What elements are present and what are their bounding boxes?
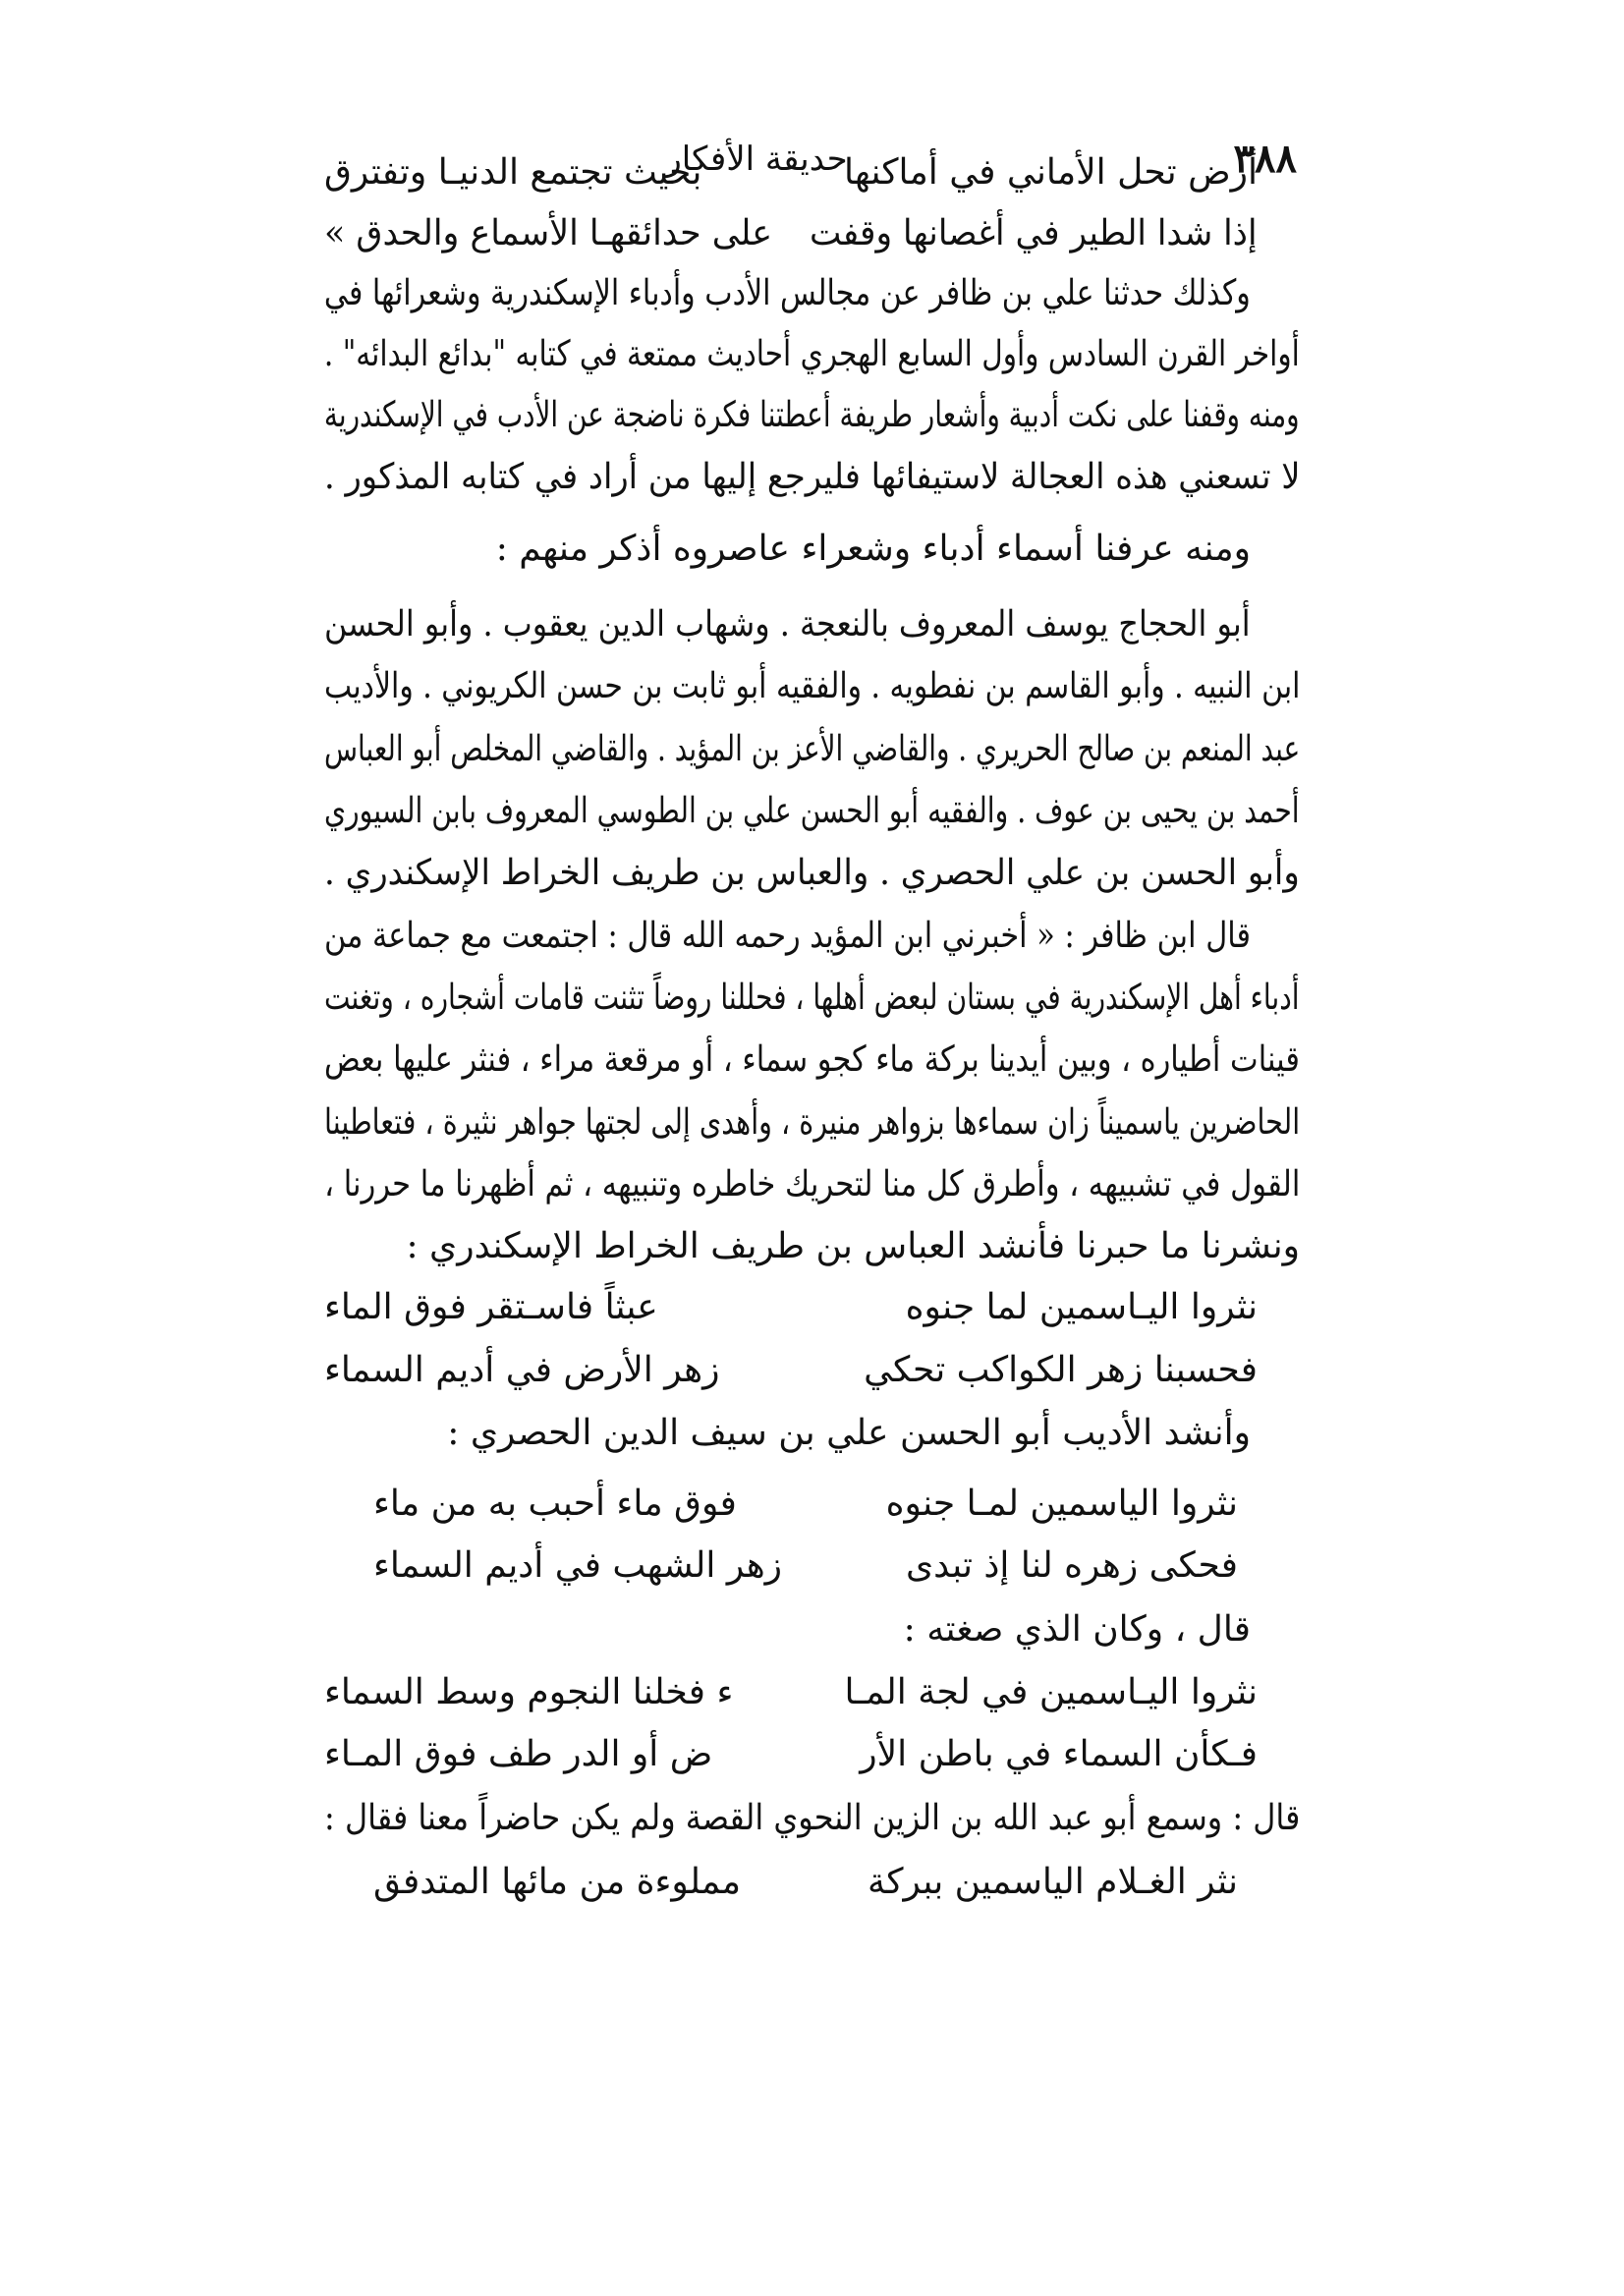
paragraph-line: أواخر القرن السادس وأول السابع الهجري أحاديث ممتعة في كتابه "بدائع البدائه" . — [324, 334, 1300, 374]
paragraph-line: القول في تشبيهه ، وأطرق كل منا لتحريك خاطره وتنبيهه ، ثم أظهرنا ما حررنا ، — [323, 1164, 1300, 1204]
verse-line — [324, 1340, 1258, 1401]
verse-hemistich-first: نثروا اليـاسمين في لجة المـا — [844, 1672, 1258, 1712]
verse-hemistich-first: نثروا الياسمين لمـا جنوه — [885, 1484, 1238, 1524]
verse-line — [373, 1536, 1238, 1596]
verse-hemistich-second: زهر الأرض في أديم السماء — [324, 1350, 720, 1390]
verse-hemistich-first: فحكى زهره لنا إذ تبدى — [906, 1545, 1238, 1586]
verse-hemistich-second: ء فخلنا النجوم وسط السماء — [324, 1672, 734, 1712]
paragraph-line: أبو الحجاج يوسف المعروف بالنعجة . وشهاب الدين يعقوب . وأبو الحسن — [324, 604, 1251, 644]
verse-line — [373, 1474, 1238, 1535]
verse-hemistich-first: أرض تحل الأماني في أماكنها — [843, 152, 1258, 193]
paragraph-line: الحاضرين ياسميناً زان سماءها بزواهر منيرة ، وأهدى إلى لجتها جواهر نثيرة ، فتعاطينا — [323, 1102, 1300, 1143]
verse-line — [324, 203, 1258, 264]
paragraph-line: أدباء أهل الإسكندرية في بستان لبعض أهلها ، فحللنا روضاً تثنت قامات أشجاره ، وتغنت — [324, 978, 1300, 1018]
paragraph-line: ابن النبيه . وأبو القاسم بن نفطويه . والفقيه أبو ثابت بن حسن الكريوني . والأديب — [323, 666, 1300, 706]
verse-line — [373, 1852, 1238, 1913]
verse-hemistich-second: ض أو الدر طف فوق المـاء — [324, 1734, 713, 1774]
paragraph-line: ونشرنا ما حبرنا فأنشد العباس بن طريف الخراط الإسكندري : — [406, 1226, 1300, 1266]
verse-hemistich-second: مملوءة من مائها المتدفق — [373, 1862, 742, 1902]
verse-line — [324, 142, 1258, 203]
verse-line — [324, 1724, 1258, 1785]
verse-hemistich-first: فحسبنا زهر الكواكب تحكي — [864, 1350, 1258, 1390]
running-title: حديقة الأفكار — [665, 140, 848, 179]
verse-hemistich-second: عبثاً فاسـتقر فوق الماء — [324, 1287, 658, 1327]
verse-line — [324, 1277, 1258, 1338]
verse-hemistich-first: إذا شدا الطير في أغصانها وقفت — [810, 213, 1258, 253]
paragraph-line: وأبو الحسن بن علي الحصري . والعباس بن طريف الخراط الإسكندري . — [324, 853, 1300, 893]
paragraph-line: قال ابن ظافر : « أخبرني ابن المؤيد رحمه الله قال : اجتمعت مع جماعة من — [324, 916, 1251, 956]
paragraph-line: قينات أطياره ، وبين أيدينا بركة ماء كجو سماء ، أو مرقعة مراء ، فنثر عليها بعض — [324, 1039, 1300, 1080]
verse-hemistich-second: فوق ماء أحبب به من ماء — [373, 1484, 737, 1524]
paragraph-line: قال : وسمع أبو عبد الله بن الزين النحوي القصة ولم يكن حاضراً معنا فقال : — [323, 1798, 1300, 1838]
paragraph-line: لا تسعني هذه العجالة لاستيفائها فليرجع إليها من أراد في كتابه المذكور . — [323, 457, 1300, 497]
verse-hemistich-second: بحيث تجتمع الدنيـا وتفترق — [324, 152, 702, 193]
verse-hemistich-first: نثروا اليـاسمين لما جنوه — [905, 1287, 1258, 1327]
verse-hemistich-second: على حدائقهـا الأسماع والحدق » — [324, 213, 773, 253]
verse-hemistich-second: زهر الشهب في أديم السماء — [373, 1545, 783, 1586]
paragraph-line: وأنشد الأديب أبو الحسن علي بن سيف الدين الحصري : — [447, 1413, 1251, 1453]
paragraph-line: ومنه عرفنا أسماء أدباء وشعراء عاصروه أذكر منهم : — [495, 529, 1251, 569]
paragraph-line: عبد المنعم بن صالح الحريري . والقاضي الأعز بن المؤيد . والقاضي المخلص أبو العباس — [323, 729, 1300, 769]
paragraph-line: وكذلك حدثنا علي بن ظافر عن مجالس الأدب وأدباء الإسكندرية وشعرائها في — [324, 273, 1251, 313]
paragraph-line: ومنه وقفنا على نكت أدبية وأشعار طريفة أعطتنا فكرة ناضجة عن الأدب في الإسكندرية — [324, 395, 1300, 435]
paragraph-line: أحمد بن يحيى بن عوف . والفقيه أبو الحسن علي بن الطوسي المعروف بابن السيوري — [324, 791, 1300, 831]
page-number: ٣٨٨ — [1233, 136, 1297, 182]
verse-hemistich-first: فـكأن السماء في باطن الأر — [860, 1734, 1258, 1774]
verse-line — [324, 1662, 1258, 1723]
verse-hemistich-first: نثر الغـلام الياسمين ببركة — [868, 1862, 1238, 1902]
paragraph-line: قال ، وكان الذي صغته : — [903, 1609, 1251, 1650]
